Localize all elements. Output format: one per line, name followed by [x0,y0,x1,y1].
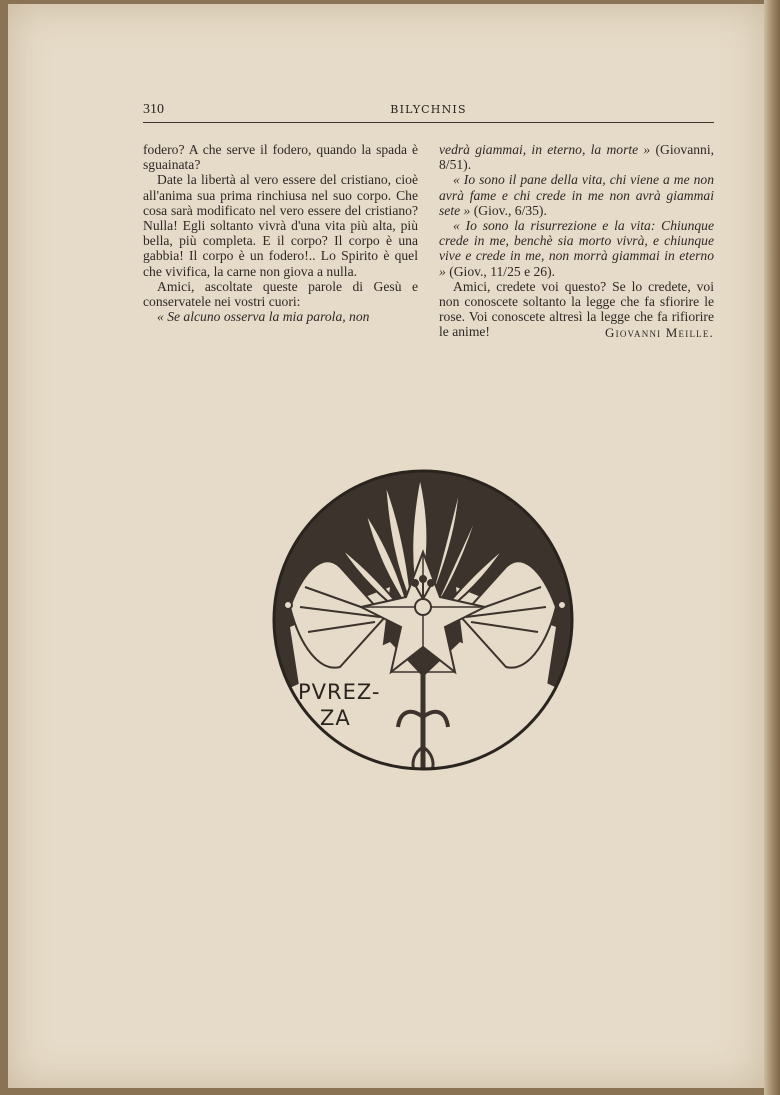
right-paragraph-3 [439,218,714,279]
book-edge [764,0,780,1095]
left-paragraph-4: « Se alcuno osserva la mia parola, non [157,309,370,325]
left-paragraph-1: fodero? A che serve il fodero, quando la spada è sguainata? [143,142,418,173]
left-paragraph-2: Date la libertà al vero essere del cristiano, cioè all'anima sua prima rinchiusa nel suo corpo. Che cosa sarà modificato nel vero essere del cristiano? Nulla! Egli soltanto vivrà d'una vita più alta, più bella, più completa. E il corpo? Il corpo è una gabbia! Il corpo è un fodero!.. Lo Spirito è quel che vivifica, la carne non giova a nulla. [143,172,418,279]
quote-1: vedrà giammai, in eterno, la morte » [439,142,651,157]
ref-2: (Giov., 6/35). [470,202,547,218]
right-column [439,142,714,340]
left-column [143,142,418,324]
journal-title: BILYCHNIS [390,103,467,116]
emblem-motto-line1: PVREZ- [298,680,381,704]
lily-emblem [270,467,576,773]
header-rule [143,122,714,123]
page-number: 310 [143,102,164,117]
signature: Giovanni Meille. [605,325,714,340]
ref-1: (Giovanni, 8/51). [439,142,715,173]
right-paragraph-4: Amici, credete voi questo? Se lo credete, voi non conoscete soltanto la legge che fa sfiorire le rose. Voi conoscete altresì la legge che fa rifiorire le anime! [439,278,714,340]
running-head [143,100,714,120]
quote-3: « Io sono la risurrezione e la vita: Chiunque crede in me, benchè sia morto vivrà, e chiunque vive e crede in me, non morrà giammai in eterno » [439,218,714,279]
right-paragraph-1 [439,142,714,172]
left-paragraph-3: Amici, ascoltate queste parole di Gesù e conservatele nei vostri cuori: [143,278,418,310]
right-paragraph-2 [439,172,714,218]
ref-3: (Giov., 11/25 e 26). [445,263,556,279]
quote-2: « Io sono il pane della vita, chi viene a me non avrà fame e chi crede in me non avrà giammai sete » [439,172,714,218]
emblem-motto-line2: ZA [320,706,351,730]
